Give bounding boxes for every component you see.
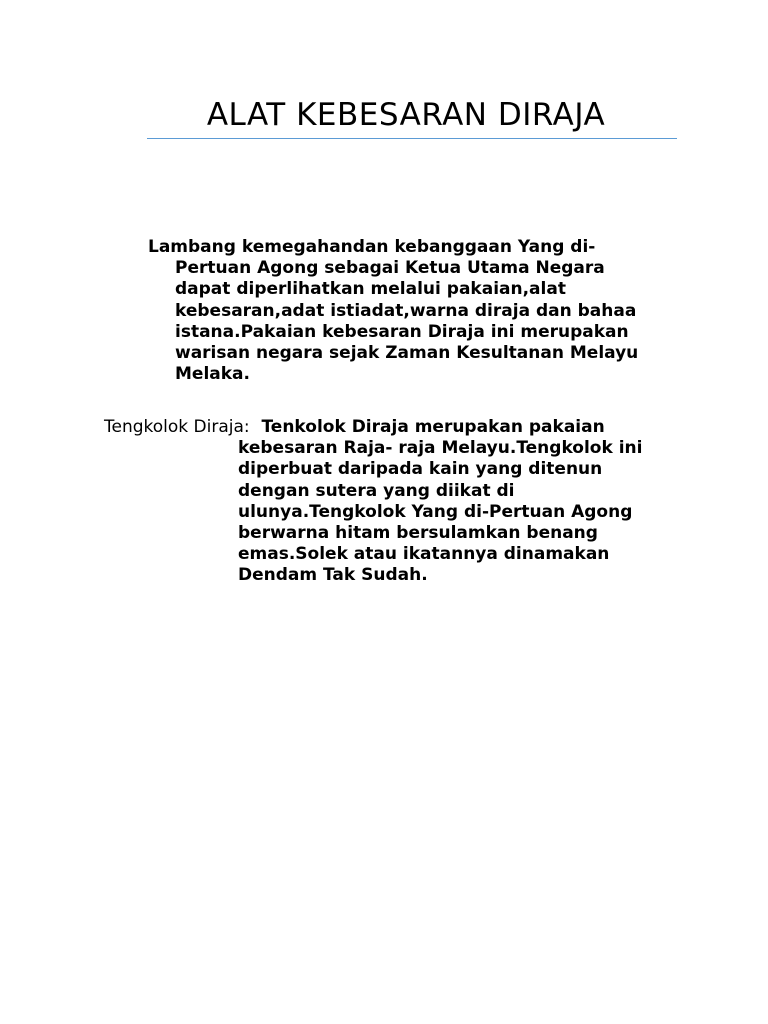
tengkolok-line: ulunya.Tengkolok Yang di-Pertuan Agong	[238, 501, 633, 522]
intro-line: Melaka.	[175, 364, 250, 385]
tengkolok-line: berwarna hitam bersulamkan benang	[238, 523, 598, 544]
intro-line: Lambang kemegahandan kebanggaan Yang di-	[148, 237, 596, 257]
page-title: ALAT KEBESARAN DIRAJA	[206, 97, 606, 133]
tengkolok-first-line	[104, 417, 642, 438]
intro-line: dapat diperlihatkan melalui pakaian,alat	[175, 279, 566, 300]
intro-line: kebesaran,adat istiadat,warna diraja dan bahaa	[175, 300, 637, 321]
tengkolok-first-line-text: Tenkolok Diraja merupakan pakaian	[249, 417, 605, 437]
title-underline	[147, 138, 677, 139]
intro-paragraph	[148, 237, 638, 385]
tengkolok-line: emas.Solek atau ikatannya dinamakan	[238, 544, 610, 565]
tengkolok-line: diperbuat daripada kain yang ditenun	[238, 459, 603, 480]
tengkolok-paragraph	[104, 417, 642, 587]
tengkolok-line: Dendam Tak Sudah.	[238, 565, 428, 586]
intro-line: istana.Pakaian kebesaran Diraja ini merupakan	[175, 321, 629, 342]
intro-line: Pertuan Agong sebagai Ketua Utama Negara	[175, 258, 605, 279]
intro-line: warisan negara sejak Zaman Kesultanan Melayu	[175, 343, 639, 364]
tengkolok-line: dengan sutera yang diikat di	[238, 480, 515, 501]
tengkolok-line: kebesaran Raja- raja Melayu.Tengkolok ini	[238, 438, 643, 459]
tengkolok-label: Tengkolok Diraja:	[104, 417, 250, 437]
